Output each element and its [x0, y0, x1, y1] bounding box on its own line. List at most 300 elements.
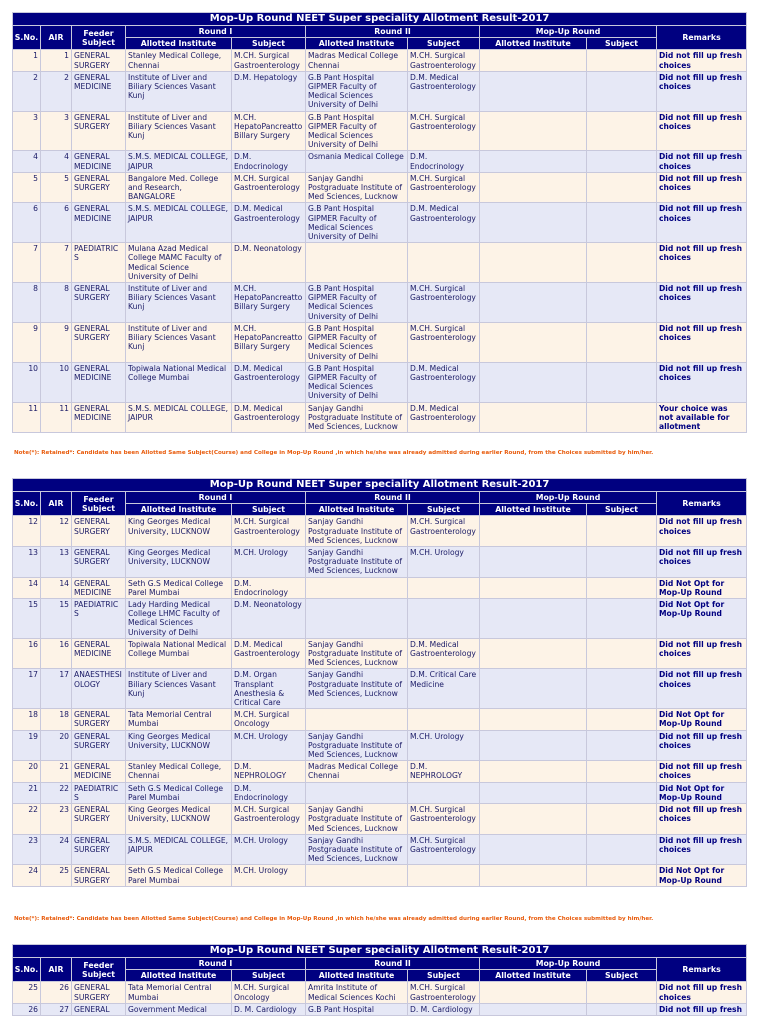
- cell-mopup-institute: [480, 638, 587, 669]
- cell-round2-institute: Sanjay Gandhi Postgraduate Institute of Med Sciences, Lucknow: [306, 172, 408, 203]
- cell-round2-institute: [306, 865, 408, 886]
- cell-round2-institute: [306, 599, 408, 639]
- result-page-3: [12, 944, 746, 1016]
- table-row: [13, 50, 747, 71]
- cell-remarks: Did not fill up fresh choices: [657, 283, 747, 323]
- cell-mopup-subject: [587, 362, 657, 402]
- cell-round1-subject: D. M. Cardiology: [232, 1003, 306, 1015]
- cell-round2-subject: M.CH. Surgical Gastroenterology: [408, 172, 480, 203]
- cell-mopup-subject: [587, 865, 657, 886]
- cell-air: 12: [41, 516, 72, 547]
- header-round2-subject: Subject: [408, 970, 480, 982]
- cell-round1-institute: Institute of Liver and Biliary Sciences Vasant Kunj: [126, 669, 232, 709]
- cell-round1-institute: King Georges Medical University, LUCKNOW: [126, 804, 232, 835]
- cell-remarks: Did Not Opt for Mop-Up Round: [657, 577, 747, 598]
- cell-round1-institute: Seth G.S Medical College Parel Mumbai: [126, 577, 232, 598]
- header-mopup-institute: Allotted Institute: [480, 504, 587, 516]
- cell-round2-subject: D.M. Medical Gastroenterology: [408, 638, 480, 669]
- cell-round2-subject: M.CH. Surgical Gastroenterology: [408, 516, 480, 547]
- header-sno: S.No.: [13, 492, 41, 516]
- cell-remarks: Did not fill up fresh choices: [657, 203, 747, 243]
- cell-feeder-subject: GENERAL MEDICINE: [72, 761, 126, 782]
- cell-mopup-institute: [480, 730, 587, 761]
- cell-mopup-subject: [587, 71, 657, 111]
- cell-air: 9: [41, 322, 72, 362]
- cell-remarks: Did not fill up fresh choices: [657, 638, 747, 669]
- cell-sno: 25: [13, 982, 41, 1003]
- cell-round1-institute: S.M.S. MEDICAL COLLEGE, JAIPUR: [126, 151, 232, 172]
- header-feeder-subject: Feeder Subject: [72, 492, 126, 516]
- cell-remarks: Did Not Opt for Mop-Up Round: [657, 782, 747, 803]
- allotment-table: [12, 944, 747, 1016]
- cell-mopup-institute: [480, 243, 587, 283]
- header-round1-subject: Subject: [232, 504, 306, 516]
- cell-mopup-institute: [480, 362, 587, 402]
- cell-remarks: Did not fill up fresh choices: [657, 172, 747, 203]
- table-row: [13, 151, 747, 172]
- cell-sno: 1: [13, 50, 41, 71]
- cell-round2-subject: D.M. Medical Gastroenterology: [408, 203, 480, 243]
- cell-mopup-institute: [480, 172, 587, 203]
- cell-mopup-institute: [480, 203, 587, 243]
- cell-remarks: Did Not Opt for Mop-Up Round: [657, 709, 747, 730]
- cell-round2-subject: M.CH. Surgical Gastroenterology: [408, 834, 480, 865]
- cell-mopup-subject: [587, 402, 657, 433]
- cell-sno: 4: [13, 151, 41, 172]
- cell-feeder-subject: GENERAL SURGERY: [72, 516, 126, 547]
- cell-air: 22: [41, 782, 72, 803]
- table-row: [13, 730, 747, 761]
- table-row: [13, 547, 747, 578]
- cell-feeder-subject: GENERAL: [72, 1003, 126, 1015]
- cell-sno: 9: [13, 322, 41, 362]
- table-row: [13, 1003, 747, 1015]
- header-sno: S.No.: [13, 958, 41, 982]
- cell-air: 11: [41, 402, 72, 433]
- cell-round2-institute: Sanjay Gandhi Postgraduate Institute of Med Sciences, Lucknow: [306, 804, 408, 835]
- header-mopup-subject: Subject: [587, 38, 657, 50]
- cell-round2-subject: [408, 599, 480, 639]
- cell-round2-institute: Sanjay Gandhi Postgraduate Institute of Med Sciences, Lucknow: [306, 669, 408, 709]
- cell-round1-subject: D.M. Neonatology: [232, 243, 306, 283]
- cell-round1-institute: Stanley Medical College, Chennai: [126, 50, 232, 71]
- cell-mopup-institute: [480, 834, 587, 865]
- table-row: [13, 71, 747, 111]
- cell-sno: 2: [13, 71, 41, 111]
- header-mopup-institute: Allotted Institute: [480, 38, 587, 50]
- cell-round1-institute: Institute of Liver and Biliary Sciences Vasant Kunj: [126, 71, 232, 111]
- cell-sno: 15: [13, 599, 41, 639]
- cell-mopup-subject: [587, 638, 657, 669]
- header-round-2: Round II: [306, 26, 480, 38]
- cell-round2-institute: G.B Pant Hospital GIPMER Faculty of Medical Sciences University of Delhi: [306, 322, 408, 362]
- cell-mopup-subject: [587, 834, 657, 865]
- cell-round1-subject: D.M. NEPHROLOGY: [232, 761, 306, 782]
- table-row: [13, 834, 747, 865]
- cell-feeder-subject: PAEDIATRIC S: [72, 599, 126, 639]
- cell-mopup-institute: [480, 1003, 587, 1015]
- table-row: [13, 577, 747, 598]
- cell-remarks: Did not fill up fresh choices: [657, 804, 747, 835]
- cell-round2-subject: [408, 709, 480, 730]
- cell-round1-subject: M.CH. Surgical Gastroenterology: [232, 50, 306, 71]
- cell-feeder-subject: GENERAL MEDICINE: [72, 362, 126, 402]
- cell-mopup-subject: [587, 283, 657, 323]
- cell-round1-institute: Stanley Medical College, Chennai: [126, 761, 232, 782]
- cell-round1-subject: M.CH. HepatoPancreatto Billary Surgery: [232, 283, 306, 323]
- cell-air: 4: [41, 151, 72, 172]
- cell-feeder-subject: GENERAL SURGERY: [72, 834, 126, 865]
- cell-round2-subject: [408, 577, 480, 598]
- table-row: [13, 516, 747, 547]
- cell-air: 16: [41, 638, 72, 669]
- cell-remarks: Did not fill up fresh choices: [657, 761, 747, 782]
- cell-mopup-subject: [587, 547, 657, 578]
- cell-sno: 20: [13, 761, 41, 782]
- cell-round1-institute: Lady Harding Medical College LHMC Faculty of Medical Sciences University of Delhi: [126, 599, 232, 639]
- cell-round2-institute: [306, 709, 408, 730]
- table-row: [13, 599, 747, 639]
- cell-feeder-subject: GENERAL MEDICINE: [72, 203, 126, 243]
- cell-air: 23: [41, 804, 72, 835]
- header-round1-institute: Allotted Institute: [126, 38, 232, 50]
- cell-sno: 17: [13, 669, 41, 709]
- cell-round2-subject: M.CH. Surgical Gastroenterology: [408, 111, 480, 151]
- table-row: [13, 111, 747, 151]
- cell-feeder-subject: GENERAL SURGERY: [72, 50, 126, 71]
- cell-mopup-subject: [587, 761, 657, 782]
- cell-mopup-institute: [480, 782, 587, 803]
- cell-mopup-institute: [480, 761, 587, 782]
- cell-round1-institute: Bangalore Med. College and Research, BANGALORE: [126, 172, 232, 203]
- cell-round2-institute: G.B Pant Hospital GIPMER Faculty of Medical Sciences University of Delhi: [306, 111, 408, 151]
- cell-feeder-subject: PAEDIATRIC S: [72, 243, 126, 283]
- cell-mopup-subject: [587, 577, 657, 598]
- cell-remarks: Did not fill up fresh choices: [657, 71, 747, 111]
- cell-mopup-subject: [587, 151, 657, 172]
- cell-round1-subject: M.CH. Surgical Oncology: [232, 709, 306, 730]
- header-remarks: Remarks: [657, 26, 747, 50]
- cell-round2-institute: Sanjay Gandhi Postgraduate Institute of Med Sciences, Lucknow: [306, 730, 408, 761]
- cell-sno: 6: [13, 203, 41, 243]
- header-air: AIR: [41, 492, 72, 516]
- table-title: Mop-Up Round NEET Super speciality Allotment Result-2017: [13, 13, 747, 26]
- cell-air: 8: [41, 283, 72, 323]
- cell-round1-subject: D.M. Medical Gastroenterology: [232, 638, 306, 669]
- allotment-table: [12, 12, 747, 433]
- cell-round2-subject: [408, 865, 480, 886]
- cell-round1-institute: Seth G.S Medical College Parel Mumbai: [126, 782, 232, 803]
- header-mopup-round: Mop-Up Round: [480, 26, 657, 38]
- cell-round1-institute: Tata Memorial Central Mumbai: [126, 709, 232, 730]
- cell-round2-institute: G.B Pant Hospital GIPMER Faculty of Medical Sciences University of Delhi: [306, 362, 408, 402]
- cell-round2-subject: D.M. Medical Gastroenterology: [408, 402, 480, 433]
- result-page-1: [12, 12, 746, 433]
- cell-round1-institute: King Georges Medical University, LUCKNOW: [126, 547, 232, 578]
- header-round-1: Round I: [126, 26, 306, 38]
- cell-round1-subject: D.M. Organ Transplant Anesthesia & Critical Care: [232, 669, 306, 709]
- header-round2-institute: Allotted Institute: [306, 38, 408, 50]
- cell-mopup-subject: [587, 1003, 657, 1015]
- cell-feeder-subject: GENERAL MEDICINE: [72, 577, 126, 598]
- table-row: [13, 804, 747, 835]
- cell-mopup-institute: [480, 577, 587, 598]
- cell-mopup-subject: [587, 709, 657, 730]
- cell-round1-institute: Mulana Azad Medical College MAMC Faculty of Medical Science University of Delhi: [126, 243, 232, 283]
- cell-round1-institute: King Georges Medical University, LUCKNOW: [126, 730, 232, 761]
- cell-mopup-subject: [587, 50, 657, 71]
- header-air: AIR: [41, 958, 72, 982]
- cell-remarks: Did not fill up fresh choices: [657, 982, 747, 1003]
- cell-round2-institute: [306, 577, 408, 598]
- header-round2-subject: Subject: [408, 38, 480, 50]
- cell-remarks: Did not fill up fresh choices: [657, 50, 747, 71]
- cell-mopup-subject: [587, 516, 657, 547]
- cell-round2-subject: D.M. Critical Care Medicine: [408, 669, 480, 709]
- table-title: Mop-Up Round NEET Super speciality Allotment Result-2017: [13, 945, 747, 958]
- cell-round2-subject: M.CH. Surgical Gastroenterology: [408, 283, 480, 323]
- cell-round2-institute: Sanjay Gandhi Postgraduate Institute of Med Sciences, Lucknow: [306, 547, 408, 578]
- cell-remarks: Did not fill up fresh: [657, 1003, 747, 1015]
- header-remarks: Remarks: [657, 492, 747, 516]
- cell-round1-subject: M.CH. Urology: [232, 547, 306, 578]
- table-title: Mop-Up Round NEET Super speciality Allotment Result-2017: [13, 479, 747, 492]
- cell-feeder-subject: GENERAL SURGERY: [72, 804, 126, 835]
- cell-remarks: Did not fill up fresh choices: [657, 111, 747, 151]
- cell-mopup-subject: [587, 172, 657, 203]
- cell-mopup-institute: [480, 151, 587, 172]
- cell-mopup-institute: [480, 111, 587, 151]
- cell-sno: 5: [13, 172, 41, 203]
- table-row: [13, 982, 747, 1003]
- cell-remarks: Did not fill up fresh choices: [657, 547, 747, 578]
- cell-round2-institute: Sanjay Gandhi Postgraduate Institute of Med Sciences, Lucknow: [306, 834, 408, 865]
- header-round1-institute: Allotted Institute: [126, 504, 232, 516]
- cell-round1-institute: Government Medical: [126, 1003, 232, 1015]
- cell-air: 17: [41, 669, 72, 709]
- cell-feeder-subject: GENERAL SURGERY: [72, 982, 126, 1003]
- table-row: [13, 761, 747, 782]
- cell-round1-subject: D.M. Medical Gastroenterology: [232, 203, 306, 243]
- cell-air: 10: [41, 362, 72, 402]
- header-round2-institute: Allotted Institute: [306, 504, 408, 516]
- cell-round2-institute: Amrita Institute of Medical Sciences Kochi: [306, 982, 408, 1003]
- cell-air: 3: [41, 111, 72, 151]
- header-feeder-subject: Feeder Subject: [72, 26, 126, 50]
- cell-air: 25: [41, 865, 72, 886]
- cell-remarks: Did Not Opt for Mop-Up Round: [657, 865, 747, 886]
- cell-round2-subject: M.CH. Surgical Gastroenterology: [408, 982, 480, 1003]
- cell-remarks: Did Not Opt for Mop-Up Round: [657, 599, 747, 639]
- cell-air: 21: [41, 761, 72, 782]
- header-air: AIR: [41, 26, 72, 50]
- cell-sno: 24: [13, 865, 41, 886]
- cell-sno: 21: [13, 782, 41, 803]
- header-round-1: Round I: [126, 958, 306, 970]
- header-round-2: Round II: [306, 958, 480, 970]
- cell-sno: 7: [13, 243, 41, 283]
- cell-mopup-subject: [587, 322, 657, 362]
- cell-round2-institute: Osmania Medical College: [306, 151, 408, 172]
- header-mopup-round: Mop-Up Round: [480, 492, 657, 504]
- cell-round2-subject: D.M. Medical Gastroenterology: [408, 71, 480, 111]
- cell-mopup-institute: [480, 547, 587, 578]
- cell-round2-subject: M.CH. Surgical Gastroenterology: [408, 804, 480, 835]
- cell-round2-institute: G.B Pant Hospital GIPMER Faculty of Medical Sciences University of Delhi: [306, 283, 408, 323]
- cell-air: 5: [41, 172, 72, 203]
- cell-round1-subject: M.CH. HepatoPancreatto Billary Surgery: [232, 111, 306, 151]
- cell-mopup-subject: [587, 982, 657, 1003]
- cell-round2-subject: D. M. Cardiology: [408, 1003, 480, 1015]
- cell-remarks: Did not fill up fresh choices: [657, 669, 747, 709]
- cell-sno: 22: [13, 804, 41, 835]
- cell-sno: 23: [13, 834, 41, 865]
- header-mopup-institute: Allotted Institute: [480, 970, 587, 982]
- cell-sno: 14: [13, 577, 41, 598]
- cell-round1-subject: M.CH. Surgical Gastroenterology: [232, 804, 306, 835]
- cell-round1-institute: S.M.S. MEDICAL COLLEGE, JAIPUR: [126, 402, 232, 433]
- cell-air: 24: [41, 834, 72, 865]
- cell-round2-institute: G.B Pant Hospital GIPMER Faculty of Medical Sciences University of Delhi: [306, 203, 408, 243]
- cell-round1-institute: S.M.S. MEDICAL COLLEGE, JAIPUR: [126, 834, 232, 865]
- cell-air: 15: [41, 599, 72, 639]
- cell-round1-institute: Topiwala National Medical College Mumbai: [126, 362, 232, 402]
- cell-round2-subject: M.CH. Surgical Gastroenterology: [408, 50, 480, 71]
- cell-remarks: Did not fill up fresh choices: [657, 362, 747, 402]
- cell-remarks: Did not fill up fresh choices: [657, 516, 747, 547]
- cell-round1-subject: M.CH. Surgical Gastroenterology: [232, 516, 306, 547]
- cell-air: 20: [41, 730, 72, 761]
- header-round2-subject: Subject: [408, 504, 480, 516]
- cell-air: 26: [41, 982, 72, 1003]
- cell-feeder-subject: GENERAL MEDICINE: [72, 71, 126, 111]
- cell-mopup-subject: [587, 111, 657, 151]
- header-round-1: Round I: [126, 492, 306, 504]
- cell-round1-subject: M.CH. Urology: [232, 865, 306, 886]
- cell-round2-institute: G.B Pant Hospital: [306, 1003, 408, 1015]
- cell-round1-institute: Seth G.S Medical College Parel Mumbai: [126, 865, 232, 886]
- cell-sno: 11: [13, 402, 41, 433]
- cell-feeder-subject: GENERAL SURGERY: [72, 547, 126, 578]
- cell-mopup-subject: [587, 782, 657, 803]
- cell-feeder-subject: PAEDIATRIC S: [72, 782, 126, 803]
- cell-feeder-subject: GENERAL MEDICINE: [72, 402, 126, 433]
- cell-round2-institute: Madras Medical College Chennai: [306, 761, 408, 782]
- table-row: [13, 203, 747, 243]
- cell-feeder-subject: GENERAL MEDICINE: [72, 151, 126, 172]
- cell-round2-subject: [408, 782, 480, 803]
- cell-mopup-institute: [480, 402, 587, 433]
- table-row: [13, 243, 747, 283]
- cell-round1-institute: Institute of Liver and Biliary Sciences Vasant Kunj: [126, 111, 232, 151]
- cell-feeder-subject: GENERAL SURGERY: [72, 322, 126, 362]
- table-row: [13, 782, 747, 803]
- cell-round1-subject: M.CH. Urology: [232, 834, 306, 865]
- cell-remarks: Did not fill up fresh choices: [657, 151, 747, 172]
- table-row: [13, 638, 747, 669]
- cell-round2-institute: [306, 782, 408, 803]
- cell-mopup-subject: [587, 243, 657, 283]
- cell-feeder-subject: GENERAL SURGERY: [72, 709, 126, 730]
- cell-feeder-subject: GENERAL SURGERY: [72, 283, 126, 323]
- cell-round1-subject: M.CH. Surgical Gastroenterology: [232, 172, 306, 203]
- cell-round1-institute: Institute of Liver and Biliary Sciences Vasant Kunj: [126, 283, 232, 323]
- cell-sno: 19: [13, 730, 41, 761]
- cell-round2-subject: D.M. NEPHROLOGY: [408, 761, 480, 782]
- cell-round2-subject: [408, 243, 480, 283]
- cell-round2-institute: Madras Medical College Chennai: [306, 50, 408, 71]
- cell-round2-institute: [306, 243, 408, 283]
- cell-mopup-subject: [587, 599, 657, 639]
- cell-round2-subject: M.CH. Urology: [408, 730, 480, 761]
- cell-round2-subject: D.M. Medical Gastroenterology: [408, 362, 480, 402]
- cell-mopup-institute: [480, 804, 587, 835]
- cell-round2-institute: Sanjay Gandhi Postgraduate Institute of Med Sciences, Lucknow: [306, 516, 408, 547]
- cell-round1-subject: D.M. Hepatology: [232, 71, 306, 111]
- cell-air: 13: [41, 547, 72, 578]
- header-sno: S.No.: [13, 26, 41, 50]
- cell-mopup-institute: [480, 599, 587, 639]
- cell-round2-institute: Sanjay Gandhi Postgraduate Institute of Med Sciences, Lucknow: [306, 402, 408, 433]
- cell-round2-subject: M.CH. Surgical Gastroenterology: [408, 322, 480, 362]
- cell-round2-institute: Sanjay Gandhi Postgraduate Institute of Med Sciences, Lucknow: [306, 638, 408, 669]
- cell-air: 6: [41, 203, 72, 243]
- table-row: [13, 322, 747, 362]
- table-row: [13, 172, 747, 203]
- table-row: [13, 283, 747, 323]
- cell-air: 1: [41, 50, 72, 71]
- cell-feeder-subject: GENERAL SURGERY: [72, 865, 126, 886]
- cell-remarks: Did not fill up fresh choices: [657, 243, 747, 283]
- cell-round2-institute: G.B Pant Hospital GIPMER Faculty of Medical Sciences University of Delhi: [306, 71, 408, 111]
- cell-round1-subject: D.M. Endocrinology: [232, 577, 306, 598]
- table-row: [13, 402, 747, 433]
- cell-round2-subject: D.M. Endocrinology: [408, 151, 480, 172]
- cell-round1-subject: M.CH. Urology: [232, 730, 306, 761]
- header-remarks: Remarks: [657, 958, 747, 982]
- cell-sno: 13: [13, 547, 41, 578]
- header-feeder-subject: Feeder Subject: [72, 958, 126, 982]
- cell-air: 2: [41, 71, 72, 111]
- cell-mopup-institute: [480, 71, 587, 111]
- cell-round1-institute: Tata Memorial Central Mumbai: [126, 982, 232, 1003]
- cell-round1-subject: D.M. Neonatology: [232, 599, 306, 639]
- footnote-2: Note(*): Retained*: Candidate has been Allotted Same Subject(Course) and College in Mop-Up Round ,in which he/she was already admitted during earlier Round, from the Choices submitted by him/her.: [14, 916, 654, 922]
- cell-air: 27: [41, 1003, 72, 1015]
- table-row: [13, 709, 747, 730]
- cell-air: 18: [41, 709, 72, 730]
- cell-mopup-institute: [480, 322, 587, 362]
- cell-mopup-institute: [480, 709, 587, 730]
- cell-round1-subject: D.M. Endocrinology: [232, 782, 306, 803]
- cell-sno: 8: [13, 283, 41, 323]
- allotment-table: [12, 478, 747, 887]
- cell-mopup-institute: [480, 982, 587, 1003]
- cell-feeder-subject: GENERAL SURGERY: [72, 172, 126, 203]
- cell-mopup-institute: [480, 283, 587, 323]
- header-round1-institute: Allotted Institute: [126, 970, 232, 982]
- cell-mopup-institute: [480, 669, 587, 709]
- cell-feeder-subject: GENERAL MEDICINE: [72, 638, 126, 669]
- cell-sno: 26: [13, 1003, 41, 1015]
- cell-remarks: Did not fill up fresh choices: [657, 730, 747, 761]
- cell-round1-institute: S.M.S. MEDICAL COLLEGE, JAIPUR: [126, 203, 232, 243]
- table-row: [13, 865, 747, 886]
- header-mopup-round: Mop-Up Round: [480, 958, 657, 970]
- cell-sno: 16: [13, 638, 41, 669]
- cell-mopup-subject: [587, 203, 657, 243]
- cell-round1-institute: Topiwala National Medical College Mumbai: [126, 638, 232, 669]
